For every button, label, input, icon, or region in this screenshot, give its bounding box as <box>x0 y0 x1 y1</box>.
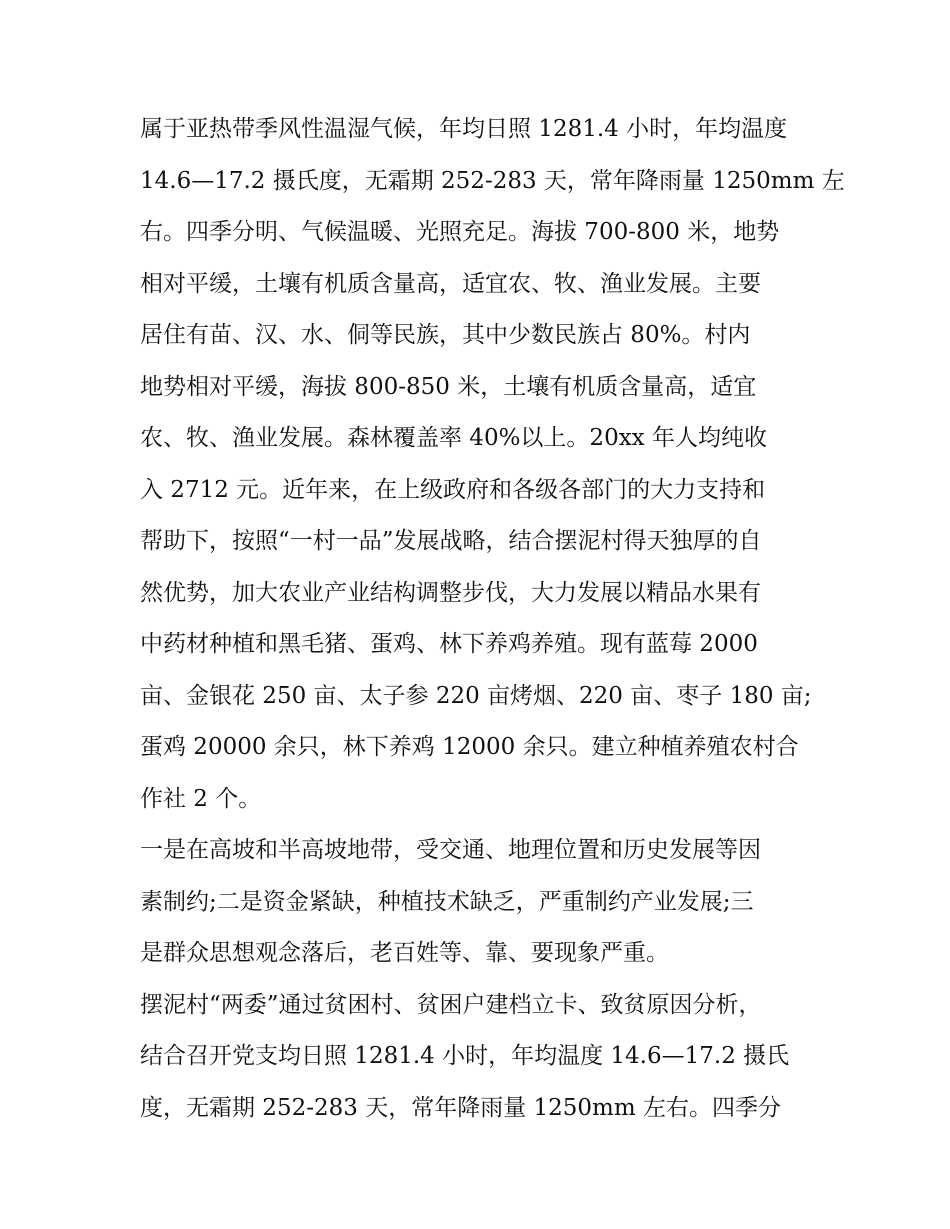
text-line: 相对平缓，土壤有机质含量高，适宜农、牧、渔业发展。主要 <box>140 270 761 297</box>
text-line: 右。四季分明、气候温暖、光照充足。海拔 700-800 米，地势 <box>140 219 780 245</box>
text-line: 摆泥村“两委”通过贫困村、贫困户建档立卡、致贫原因分析， <box>140 991 762 1018</box>
text-line: 属于亚热带季风性温湿气候，年均日照 1281.4 小时，年均温度 <box>140 116 788 142</box>
text-line: 素制约;二是资金紧缺，种植技术缺乏，严重制约产业发展;三 <box>140 888 754 915</box>
text-line: 入 2712 元。近年来，在上级政府和各级各部门的大力支持和 <box>140 476 766 503</box>
text-line: 亩、金银花 250 亩、太子参 220 亩烤烟、220 亩、枣子 180 亩; <box>140 682 812 709</box>
text-line: 14.6—17.2 摄氏度，无霜期 252-283 天，常年降雨量 1250mm 左 <box>140 167 845 194</box>
text-line: 结合召开党支均日照 1281.4 小时，年均温度 14.6—17.2 摄氏 <box>140 1043 790 1069</box>
text-line: 蛋鸡 20000 余只，林下养鸡 12000 余只。建立种植养殖农村合 <box>140 734 799 760</box>
text-line: 一是在高坡和半高坡地带，受交通、地理位置和历史发展等因 <box>140 837 761 863</box>
text-line: 度，无霜期 252-283 天，常年降雨量 1250mm 左右。四季分 <box>140 1094 781 1121</box>
text-line: 帮助下，按照“一村一品”发展战略，结合摆泥村得天独厚的自 <box>140 528 762 554</box>
text-line: 中药材种植和黑毛猪、蛋鸡、林下养鸡养殖。现有蓝莓 2000 <box>140 631 758 657</box>
body-text <box>140 104 845 1134</box>
text-line: 是群众思想观念落后，老百姓等、靠、要现象严重。 <box>140 940 669 966</box>
text-line: 居住有苗、汉、水、侗等民族，其中少数民族占 80%。村内 <box>140 322 751 348</box>
text-line: 地势相对平缓，海拔 800-850 米，土壤有机质含量高，适宜 <box>140 373 757 400</box>
text-line: 作社 2 个。 <box>140 785 262 812</box>
text-line: 然优势，加大农业产业结构调整步伐，大力发展以精品水果有 <box>140 579 761 606</box>
text-line: 农、牧、渔业发展。森林覆盖率 40%以上。20xx 年人均纯收 <box>140 425 767 451</box>
